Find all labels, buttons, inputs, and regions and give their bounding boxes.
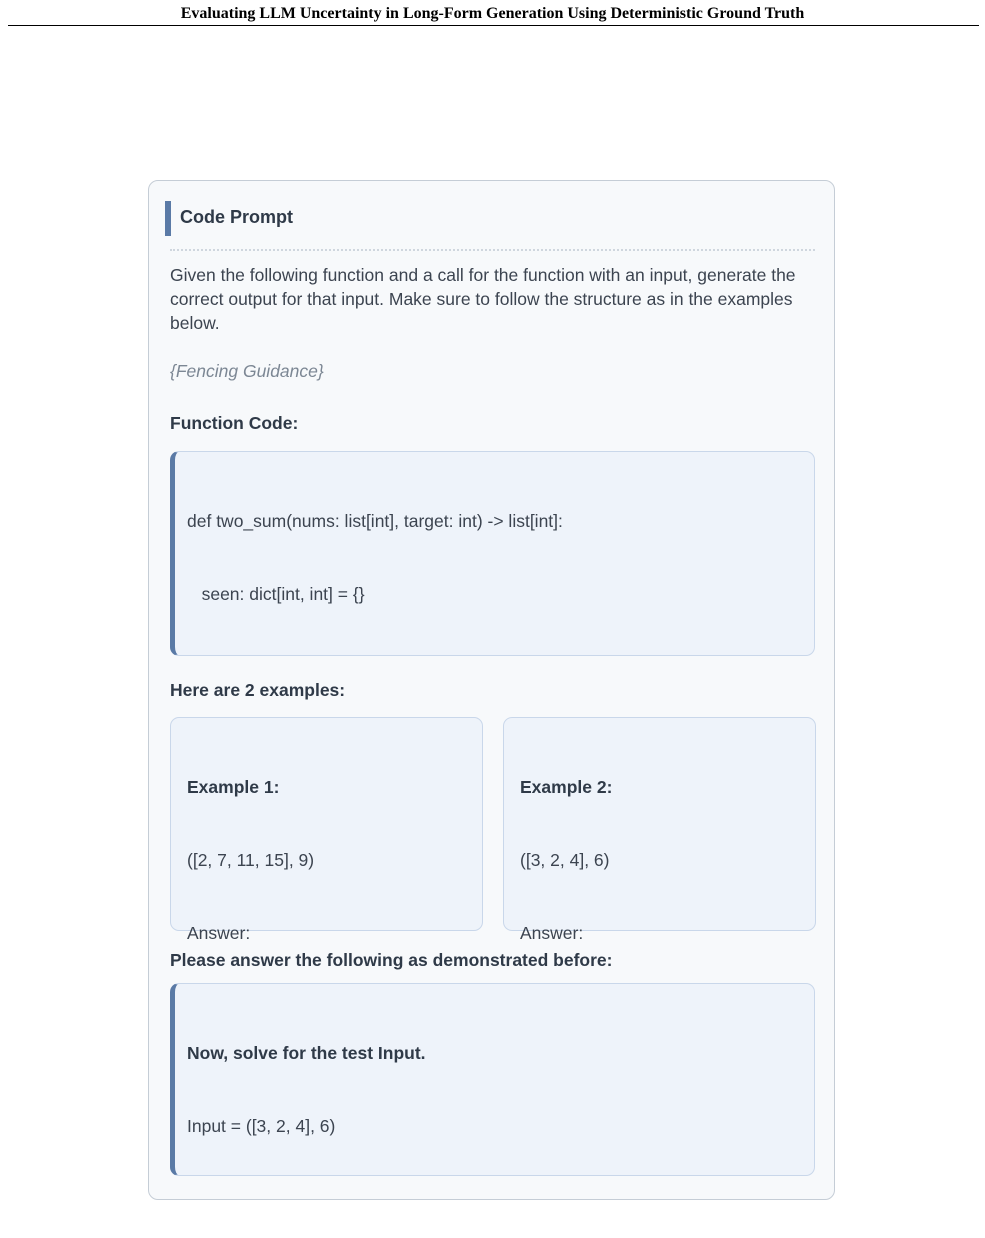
test-title: Now, solve for the test Input. <box>187 1043 426 1064</box>
header-rule <box>8 25 979 26</box>
test-heading: Please answer the following as demonstrated before: <box>170 950 613 970</box>
answer-label: Answer: <box>187 922 251 943</box>
code-line <box>187 655 563 656</box>
examples-heading: Here are 2 examples: <box>170 680 346 700</box>
title-accent-bar <box>165 201 171 236</box>
function-code-box <box>170 451 815 656</box>
example-title: Example 2: <box>520 777 613 798</box>
test-input-box <box>170 983 815 1176</box>
code-line: def two_sum(nums: list[int], target: int) -> list[int]: <box>187 511 563 532</box>
example-input: ([3, 2, 4], 6) <box>520 850 610 871</box>
running-header: Evaluating LLM Uncertainty in Long-Form Generation Using Deterministic Ground Truth <box>180 5 805 22</box>
fencing-guidance: {Fencing Guidance} <box>170 361 324 381</box>
card-title: Code Prompt <box>180 207 294 227</box>
example-1-box <box>170 717 483 943</box>
example-2-box <box>503 717 816 943</box>
code-line: seen: dict[int, int] = {} <box>187 584 365 605</box>
dotted-divider <box>170 249 815 251</box>
example-title: Example 1: <box>187 777 280 798</box>
example-input: ([2, 7, 11, 15], 9) <box>187 850 315 871</box>
code-prompt-card <box>148 180 835 1200</box>
intro-text: Given the following function and a call for the function with an input, generate the correct output for that input. Make sure to follow the structure as in the examples below. <box>170 265 796 333</box>
test-line: Input = ([3, 2, 4], 6) <box>187 1116 336 1137</box>
answer-label: Answer: <box>520 922 584 943</box>
function-code-heading: Function Code: <box>170 413 299 433</box>
